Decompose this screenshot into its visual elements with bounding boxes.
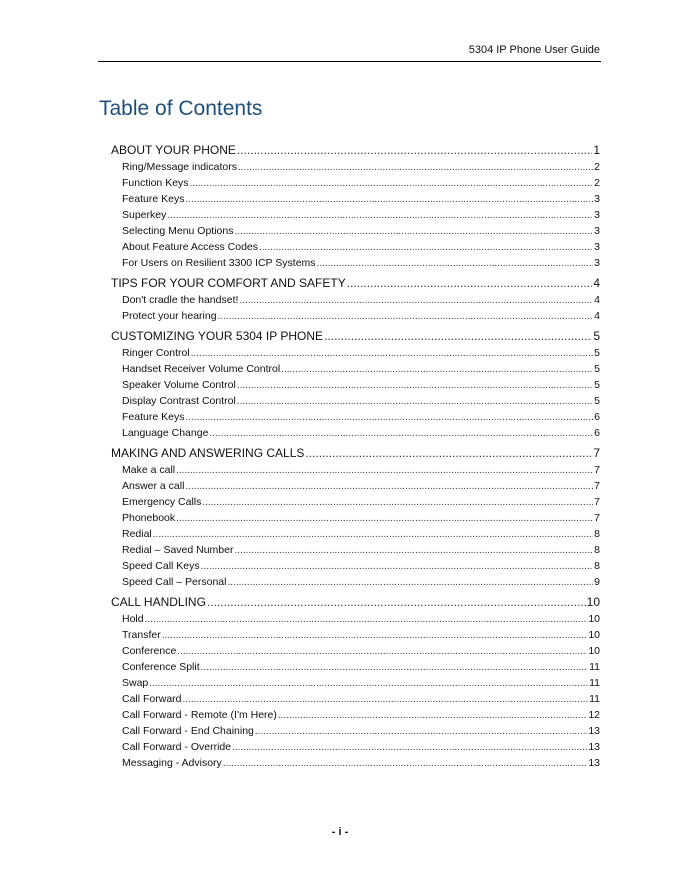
toc-subsection-entry-label: Call Forward - Override [122, 741, 232, 753]
dot-leader [207, 595, 586, 609]
toc-subsection-entry-page-number: 8 [594, 544, 600, 556]
toc-subsection-entry-label: About Feature Access Codes [122, 241, 258, 253]
toc-subsection-entry-label: Speaker Volume Control [122, 379, 236, 391]
page-title: Table of Contents [99, 97, 263, 120]
dot-leader [234, 545, 593, 556]
toc-section-entry-page-number: 4 [593, 276, 600, 290]
toc-subsection-entry[interactable] [111, 613, 600, 629]
toc-subsection-entry-page-number: 13 [588, 757, 600, 769]
toc-section-entry-page-number: 7 [593, 446, 600, 460]
toc-subsection-entry-page-number: 6 [594, 411, 600, 423]
toc-subsection-entry-page-number: 10 [588, 645, 600, 657]
toc-subsection-entry-label: Messaging - Advisory [122, 757, 222, 769]
toc-subsection-entry-page-number: 3 [594, 209, 600, 221]
toc-subsection-entry-page-number: 7 [594, 496, 600, 508]
toc-section-entry-label: ABOUT YOUR PHONE [111, 143, 236, 157]
toc-subsection-entry[interactable] [111, 193, 600, 209]
dot-leader [153, 529, 593, 540]
dot-leader [317, 258, 594, 269]
toc-subsection-entry-label: Speed Call Keys [122, 560, 200, 572]
dot-leader [234, 226, 593, 237]
running-header: 5304 IP Phone User Guide [468, 44, 600, 56]
toc-subsection-entry-page-number: 3 [594, 241, 600, 253]
toc-subsection-entry[interactable] [111, 257, 600, 273]
toc-subsection-entry[interactable] [111, 496, 600, 512]
toc-subsection-entry[interactable] [111, 294, 600, 310]
dot-leader [149, 678, 588, 689]
dot-leader [238, 162, 593, 173]
toc-section-entry-page-number: 5 [593, 329, 600, 343]
toc-section-entry[interactable] [111, 276, 600, 294]
dot-leader [324, 329, 592, 343]
toc-subsection-entry[interactable] [111, 209, 600, 225]
dot-leader [176, 513, 593, 524]
toc-subsection-entry-page-number: 5 [594, 363, 600, 375]
toc-subsection-entry-label: Handset Receiver Volume Control [122, 363, 281, 375]
table-of-contents [111, 143, 600, 773]
toc-subsection-entry[interactable] [111, 544, 600, 560]
dot-leader [177, 646, 587, 657]
dot-leader [259, 242, 593, 253]
toc-subsection-entry-label: Call Forward - Remote (I'm Here) [122, 709, 277, 721]
toc-section-entry-page-number: 1 [593, 143, 600, 157]
dot-leader [176, 465, 593, 476]
toc-subsection-entry-label: Redial [122, 528, 152, 540]
dot-leader [223, 758, 588, 769]
toc-subsection-entry[interactable] [111, 661, 600, 677]
toc-subsection-entry[interactable] [111, 161, 600, 177]
toc-subsection-entry-page-number: 3 [594, 193, 600, 205]
toc-subsection-entry-page-number: 13 [588, 741, 600, 753]
toc-subsection-entry-page-number: 10 [588, 629, 600, 641]
dot-leader [185, 481, 593, 492]
toc-subsection-entry[interactable] [111, 310, 600, 326]
toc-subsection-entry-page-number: 8 [594, 528, 600, 540]
toc-subsection-entry[interactable] [111, 379, 600, 395]
toc-subsection-entry-label: Function Keys [122, 177, 189, 189]
toc-subsection-entry-page-number: 5 [594, 379, 600, 391]
toc-section-entry-label: MAKING AND ANSWERING CALLS [111, 446, 305, 460]
toc-subsection-entry-label: Speed Call – Personal [122, 576, 227, 588]
toc-subsection-entry[interactable] [111, 725, 600, 741]
toc-subsection-entry-page-number: 5 [594, 347, 600, 359]
toc-subsection-entry-label: For Users on Resilient 3300 ICP Systems [122, 257, 316, 269]
dot-leader [281, 364, 593, 375]
toc-section-entry-label: CALL HANDLING [111, 595, 206, 609]
toc-subsection-entry-page-number: 4 [594, 294, 600, 306]
toc-subsection-entry-page-number: 12 [588, 709, 600, 721]
toc-subsection-entry[interactable] [111, 677, 600, 693]
toc-subsection-entry-label: Feature Keys [122, 411, 185, 423]
dot-leader [255, 726, 587, 737]
toc-subsection-entry[interactable] [111, 395, 600, 411]
page-number: - i - [331, 826, 349, 838]
dot-leader [232, 742, 587, 753]
toc-subsection-entry-page-number: 7 [594, 480, 600, 492]
toc-subsection-entry-label: Superkey [122, 209, 167, 221]
dot-leader [237, 396, 593, 407]
toc-subsection-entry[interactable] [111, 241, 600, 257]
dot-leader [202, 497, 593, 508]
dot-leader [201, 662, 588, 673]
toc-subsection-entry-label: Call Forward [122, 693, 182, 705]
toc-section-entry-label: TIPS FOR YOUR COMFORT AND SAFETY [111, 276, 346, 290]
toc-subsection-entry-label: Conference Split [122, 661, 200, 673]
toc-subsection-entry[interactable] [111, 560, 600, 576]
dot-leader [185, 194, 593, 205]
dot-leader [227, 577, 593, 588]
dot-leader [347, 276, 593, 290]
dot-leader [185, 412, 593, 423]
toc-subsection-entry-label: Ringer Control [122, 347, 190, 359]
toc-subsection-entry-label: Answer a call [122, 480, 185, 492]
toc-section-entry[interactable] [111, 595, 600, 613]
toc-subsection-entry-label: Swap [122, 677, 149, 689]
toc-subsection-entry[interactable] [111, 693, 600, 709]
toc-subsection-entry-page-number: 11 [589, 693, 600, 705]
toc-subsection-entry-label: Redial – Saved Number [122, 544, 234, 556]
toc-section-entry[interactable] [111, 329, 600, 347]
toc-subsection-entry[interactable] [111, 629, 600, 645]
toc-subsection-entry-page-number: 3 [594, 257, 600, 269]
dot-leader [237, 380, 593, 391]
toc-section-entry-label: CUSTOMIZING YOUR 5304 IP PHONE [111, 329, 324, 343]
dot-leader [305, 446, 592, 460]
toc-subsection-entry-label: Language Change [122, 427, 209, 439]
toc-subsection-entry-page-number: 2 [594, 161, 600, 173]
toc-subsection-entry-label: Phonebook [122, 512, 176, 524]
toc-subsection-entry-label: Conference [122, 645, 177, 657]
toc-section-entry[interactable] [111, 143, 600, 161]
toc-subsection-entry-page-number: 11 [589, 661, 600, 673]
toc-subsection-entry-page-number: 8 [594, 560, 600, 572]
header-rule [98, 61, 601, 62]
dot-leader [201, 561, 594, 572]
toc-subsection-entry-page-number: 7 [594, 512, 600, 524]
dot-leader [183, 694, 589, 705]
toc-section-entry-page-number: 10 [586, 595, 600, 609]
dot-leader [278, 710, 587, 721]
dot-leader [191, 348, 593, 359]
toc-subsection-entry[interactable] [111, 741, 600, 757]
toc-subsection-entry-label: Selecting Menu Options [122, 225, 234, 237]
dot-leader [145, 614, 588, 625]
toc-subsection-entry[interactable] [111, 347, 600, 363]
toc-subsection-entry-page-number: 7 [594, 464, 600, 476]
toc-subsection-entry-label: Emergency Calls [122, 496, 202, 508]
toc-subsection-entry-label: Hold [122, 613, 144, 625]
toc-subsection-entry-page-number: 6 [594, 427, 600, 439]
toc-subsection-entry-label: Transfer [122, 629, 161, 641]
toc-subsection-entry[interactable] [111, 709, 600, 725]
toc-subsection-entry[interactable] [111, 177, 600, 193]
toc-subsection-entry[interactable] [111, 576, 600, 592]
toc-subsection-entry[interactable] [111, 411, 600, 427]
toc-subsection-entry-label: Make a call [122, 464, 176, 476]
toc-subsection-entry-page-number: 2 [594, 177, 600, 189]
dot-leader [167, 210, 593, 221]
toc-subsection-entry-label: Feature Keys [122, 193, 185, 205]
toc-subsection-entry[interactable] [111, 645, 600, 661]
toc-subsection-entry-page-number: 10 [588, 613, 600, 625]
toc-subsection-entry-label: Don't cradle the handset! [122, 294, 239, 306]
toc-subsection-entry-label: Ring/Message indicators [122, 161, 237, 173]
toc-subsection-entry[interactable] [111, 528, 600, 544]
toc-subsection-entry-page-number: 3 [594, 225, 600, 237]
toc-subsection-entry[interactable] [111, 225, 600, 241]
dot-leader [190, 178, 594, 189]
dot-leader [218, 311, 594, 322]
dot-leader [237, 143, 592, 157]
toc-subsection-entry[interactable] [111, 757, 600, 773]
toc-subsection-entry-page-number: 5 [594, 395, 600, 407]
toc-subsection-entry[interactable] [111, 464, 600, 480]
dot-leader [162, 630, 588, 641]
toc-subsection-entry-label: Protect your hearing [122, 310, 217, 322]
toc-section-entry[interactable] [111, 446, 600, 464]
toc-subsection-entry[interactable] [111, 427, 600, 443]
toc-subsection-entry[interactable] [111, 363, 600, 379]
toc-subsection-entry-label: Display Contrast Control [122, 395, 236, 407]
toc-subsection-entry-label: Call Forward - End Chaining [122, 725, 254, 737]
toc-subsection-entry-page-number: 9 [594, 576, 600, 588]
toc-subsection-entry[interactable] [111, 512, 600, 528]
toc-subsection-entry[interactable] [111, 480, 600, 496]
toc-subsection-entry-page-number: 11 [589, 677, 600, 689]
toc-subsection-entry-page-number: 4 [594, 310, 600, 322]
toc-subsection-entry-page-number: 13 [588, 725, 600, 737]
dot-leader [209, 428, 593, 439]
dot-leader [239, 295, 593, 306]
